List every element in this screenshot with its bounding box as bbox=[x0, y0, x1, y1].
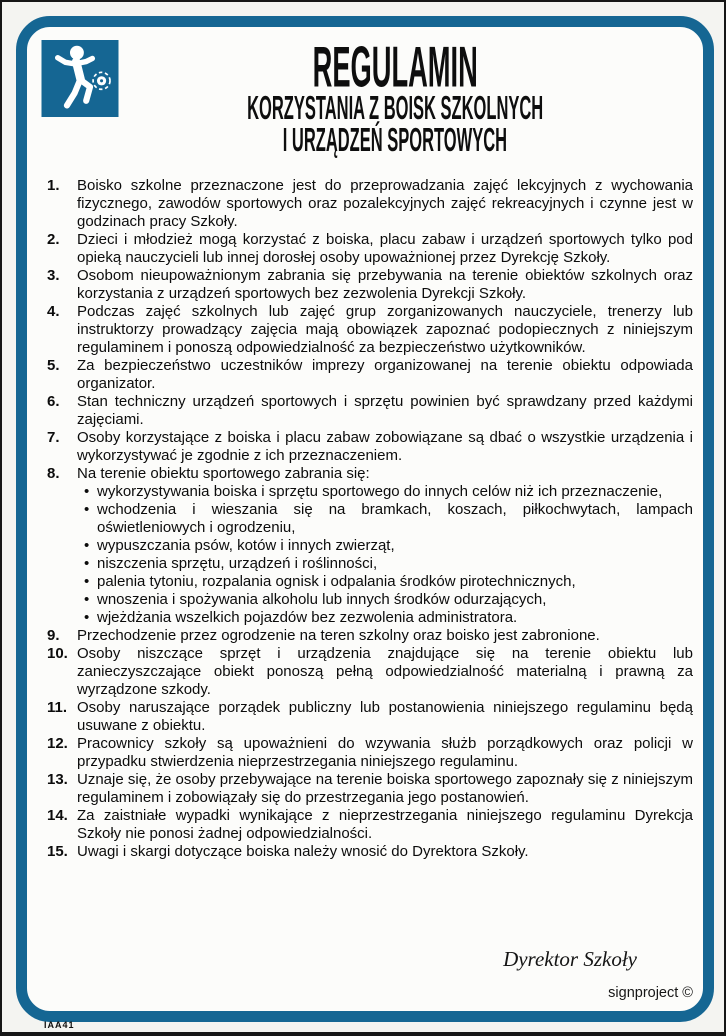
rule-number: 11. bbox=[47, 699, 68, 716]
rule-text: Podczas zajęć szkolnych lub zajęć grup zorganizowanych nauczyciele, trenerzy lub instruktorzy prowadzący zajęcia mają obowiązek zapoznać podopiecznych z niniejszym regulaminem i ponoszą odpowiedzialność za bezpieczeństwo użytkowników. bbox=[77, 303, 693, 356]
rule-item bbox=[47, 735, 693, 771]
rule-number: 10. bbox=[47, 645, 68, 662]
rule-item bbox=[47, 177, 693, 231]
rule-number: 9. bbox=[47, 627, 60, 644]
rule-item bbox=[47, 627, 693, 645]
rule-text: Osoby niszczące sprzęt i urządzenia znajdujące się na terenie obiektu lub zanieczyszczające obiekt ponoszą pełną odpowiedzialność materialną i prawną za wyrządzone szkody. bbox=[77, 645, 693, 698]
rule-number: 6. bbox=[47, 393, 60, 410]
rule-text: Pracownicy szkoły są upoważnieni do wzywania służb porządkowych oraz policji w przypadku stwierdzenia nieprzestrzegania niniejszego regulaminu. bbox=[77, 735, 693, 770]
signature-line: Dyrektor Szkoły bbox=[503, 947, 637, 971]
page-subtitle-line1: KORZYSTANIA Z BOISK SZKOLNYCH bbox=[246, 90, 544, 127]
rule-item bbox=[47, 357, 693, 393]
rule-text: Osobom nieupoważnionym zabrania się przebywania na terenie obiektów szkolnych oraz korzystania z urządzeń sportowych bez zezwolenia Dyrekcji Szkoły. bbox=[77, 267, 693, 302]
rule-number: 4. bbox=[47, 303, 60, 320]
prohibition-item: • palenia tytoniu, rozpalania ognisk i odpalania środków pirotechnicznych, bbox=[77, 573, 693, 591]
page-subtitle-line2: I URZĄDZEŃ SPORTOWYCH bbox=[282, 122, 508, 159]
rule-number: 12. bbox=[47, 735, 68, 752]
prohibition-item: • wchodzenia i wieszania się na bramkach, koszach, piłkochwytach, lampach oświetleniowych i ogrodzeniu, bbox=[77, 501, 693, 537]
rule-item bbox=[47, 699, 693, 735]
prohibition-item: • niszczenia sprzętu, urządzeń i roślinności, bbox=[77, 555, 693, 573]
rule-number: 13. bbox=[47, 771, 68, 788]
rule-number: 8. bbox=[47, 465, 60, 482]
rule-text: Dzieci i młodzież mogą korzystać z boiska, placu zabaw i urządzeń sportowych tylko pod opieką nauczycieli lub innej dorosłej osoby upoważnionej przez Dyrekcję Szkoły. bbox=[77, 231, 693, 266]
rule-text: Za bezpieczeństwo uczestników imprezy organizowanej na terenie obiektu odpowiada organizator. bbox=[77, 357, 693, 392]
prohibitions-list bbox=[77, 483, 693, 627]
regulations-sign bbox=[16, 16, 714, 1022]
rule-text: Za zaistniałe wypadki wynikające z nieprzestrzegania niniejszego regulaminu Dyrekcja Szkoły nie ponosi żadnej odpowiedzialności. bbox=[77, 807, 693, 842]
rule-text: Uwagi i skargi dotyczące boiska należy wnosić do Dyrektora Szkoły. bbox=[77, 843, 529, 860]
rule-item bbox=[47, 465, 693, 627]
rules-list bbox=[47, 177, 693, 861]
rule-text: Boisko szkolne przeznaczone jest do przeprowadzania zajęć lekcyjnych z wychowania fizycznego, zawodów sportowych oraz pozalekcyjnych zajęć rekreacyjnych i czynne jest w godzinach pracy Szkoły. bbox=[77, 177, 693, 230]
rule-number: 5. bbox=[47, 357, 60, 374]
rule-number: 1. bbox=[47, 177, 60, 194]
rule-number: 2. bbox=[47, 231, 60, 248]
rule-number: 14. bbox=[47, 807, 68, 824]
prohibition-item: • wnoszenia i spożywania alkoholu lub innych środków odurzających, bbox=[77, 591, 693, 609]
prohibition-item: • wjeżdżania wszelkich pojazdów bez zezwolenia administratora. bbox=[77, 609, 693, 627]
rule-text: Osoby korzystające z boiska i placu zabaw zobowiązane są dbać o wszystkie urządzenia i wykorzystywać je zgodnie z ich przeznaczeniem. bbox=[77, 429, 693, 464]
rule-item bbox=[47, 303, 693, 357]
rule-number: 7. bbox=[47, 429, 60, 446]
rule-text: Stan techniczny urządzeń sportowych i sprzętu powinien być sprawdzany przed każdymi zajęciami. bbox=[77, 393, 693, 428]
rule-item bbox=[47, 231, 693, 267]
rule-item bbox=[47, 645, 693, 699]
manufacturer-credit: signproject © bbox=[608, 985, 693, 1001]
rule-item bbox=[47, 807, 693, 843]
rule-item bbox=[47, 267, 693, 303]
prohibition-item: • wypuszczania psów, kotów i innych zwierząt, bbox=[77, 537, 693, 555]
page-title: REGULAMIN bbox=[312, 35, 478, 100]
rule-item bbox=[47, 771, 693, 807]
rule-item bbox=[47, 429, 693, 465]
rule-item bbox=[47, 393, 693, 429]
prohibition-item: • wykorzystywania boiska i sprzętu sportowego do innych celów niż ich przeznaczenie, bbox=[77, 483, 693, 501]
catalog-code: IAA41 bbox=[44, 1020, 75, 1030]
rule-text: Na terenie obiektu sportowego zabrania się: bbox=[77, 465, 370, 482]
rule-number: 15. bbox=[47, 843, 68, 860]
rule-text: Osoby naruszające porządek publiczny lub postanowienia niniejszego regulaminu będą usuwane z obiektu. bbox=[77, 699, 693, 734]
rule-item bbox=[47, 843, 693, 861]
rule-number: 3. bbox=[47, 267, 60, 284]
sign-header bbox=[87, 35, 703, 159]
rule-text: Przechodzenie przez ogrodzenie na teren szkolny oraz boisko jest zabronione. bbox=[77, 627, 600, 644]
rule-text: Uznaje się, że osoby przebywające na terenie boiska sportowego zapoznały się z niniejszym regulaminem i zobowiązały się do przestrzegania jego postanowień. bbox=[77, 771, 693, 806]
